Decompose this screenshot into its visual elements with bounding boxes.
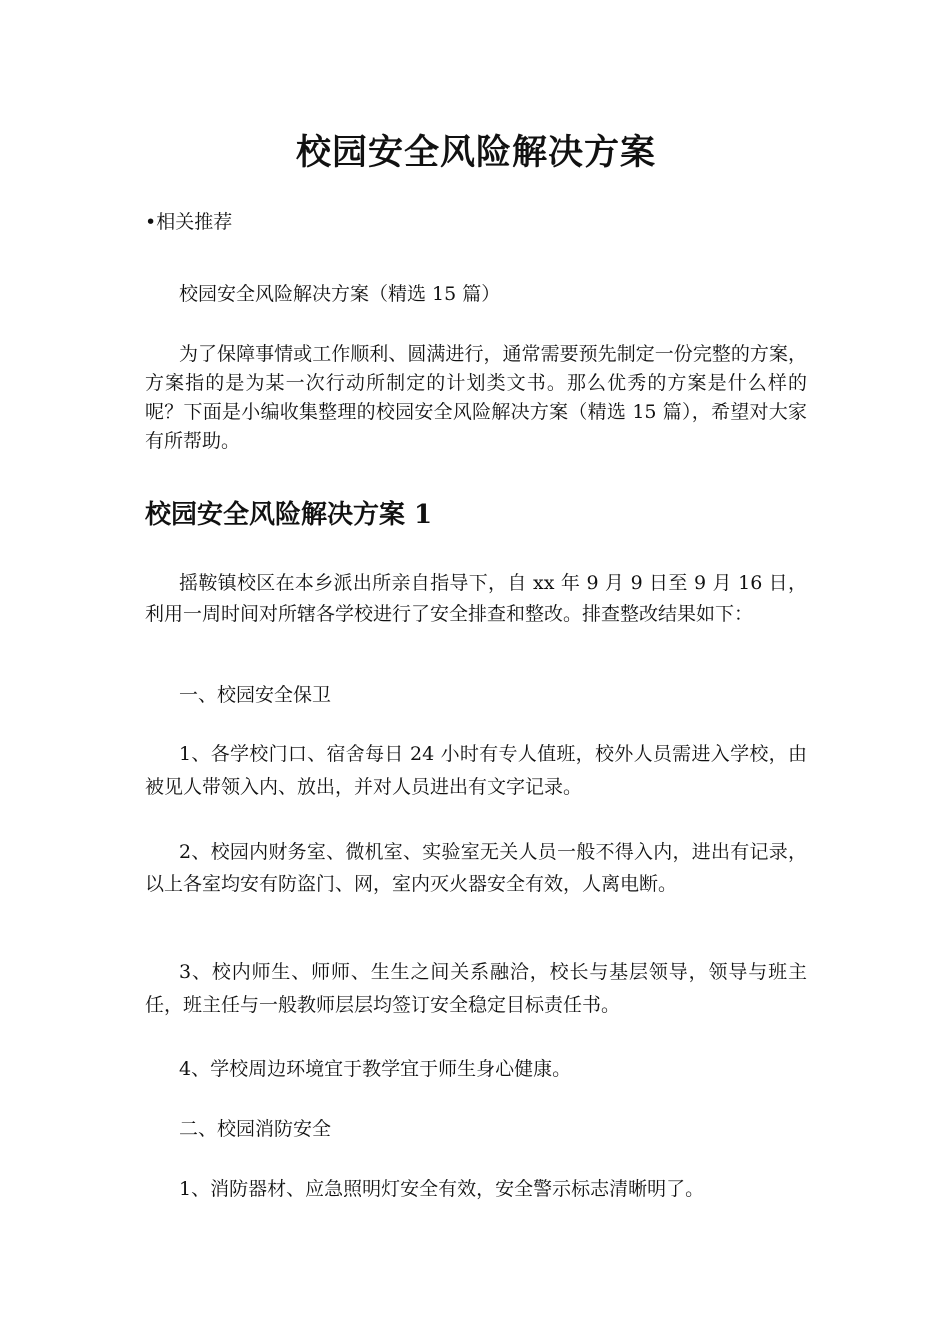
body-paragraph: 摇鞍镇校区在本乡派出所亲自指导下，自 xx 年 9 月 9 日至 9 月 16 日，利用一周时间对所辖各学校进行了安全排查和整改。排查整改结果如下： xyxy=(145,572,807,625)
document-title: 校园安全风险解决方案 xyxy=(295,132,656,173)
body-paragraph: 4、学校周边环境宜于教学宜于师生身心健康。 xyxy=(179,1058,572,1080)
related-recommendations-label: •相关推荐 xyxy=(145,211,233,233)
subsection-heading-fire: 二、校园消防安全 xyxy=(179,1118,332,1140)
body-paragraph: 1、各学校门口、宿舍每日 24 小时有专人值班，校外人员需进入学校，由被见人带领入内、放出，并对人员进出有文字记录。 xyxy=(145,743,807,798)
document-subtitle: 校园安全风险解决方案（精选 15 篇） xyxy=(179,283,501,305)
body-paragraph: 2、校园内财务室、微机室、实验室无关人员一般不得入内，进出有记录，以上各室均安有防盗门、网，室内灭火器安全有效，人离电断。 xyxy=(145,841,807,895)
section-heading: 校园安全风险解决方案 1 xyxy=(145,500,433,530)
subsection-heading-security: 一、校园安全保卫 xyxy=(179,684,332,706)
body-paragraph: 1、消防器材、应急照明灯安全有效，安全警示标志清晰明了。 xyxy=(179,1178,705,1200)
document-page xyxy=(145,0,807,1344)
body-paragraph: 3、校内师生、师师、生生之间关系融洽，校长与基层领导，领导与班主任，班主任与一般教师层层均签订安全稳定目标责任书。 xyxy=(145,961,807,1016)
intro-paragraph: 为了保障事情或工作顺利、圆满进行，通常需要预先制定一份完整的方案，方案指的是为某一次行动所制定的计划类文书。那么优秀的方案是什么样的呢？下面是小编收集整理的校园安全风险解决方案（精选 15 篇），希望对大家有所帮助。 xyxy=(145,343,807,452)
